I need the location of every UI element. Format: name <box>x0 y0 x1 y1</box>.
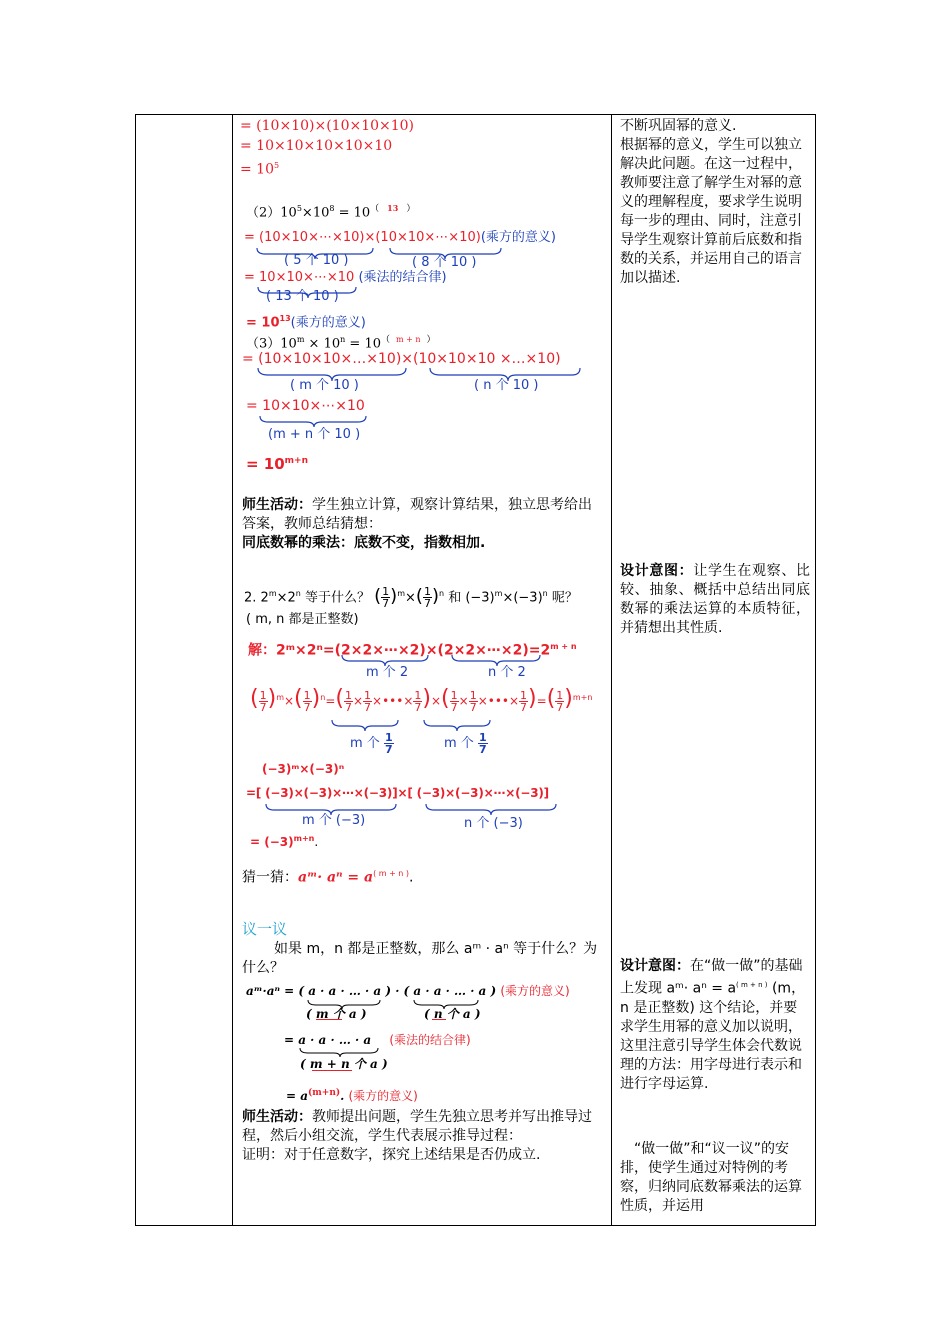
ex2-brace1-label: ( 5 个 10 ) <box>284 253 349 268</box>
design-intent-1: 设计意图：让学生在观察、比较、抽象、概括中总结出同底数幂的乘法运算的本质特征，并猜想出其性质. <box>620 563 811 636</box>
neg-head: (−3)ᵐ×(−3)ⁿ <box>262 762 345 776</box>
neg-result: = $(-3)^{m+n}$. <box>250 834 319 849</box>
ex2-step2: = 10×10×⋯×10 (乘法的结合律) <box>244 270 447 285</box>
ex2-step3: = $10^{13}$(乘方的意义) <box>246 314 366 331</box>
q2-question: 2. $2^m\times 2^n$ 等于什么？ ( $\frac{1}{7}$ )$^m$×( $\frac{1}{7}$ )$^n$ 和 $(-3)^m\times(-3)^n$ 呢？ <box>244 585 578 611</box>
ex3-step2: = 10×10×⋯×10 <box>246 398 365 414</box>
ex2-brace3-label: ( 13 个 10 ) <box>266 289 339 304</box>
ex3-brace2-label: ( n 个 10 ) <box>474 378 539 393</box>
derive-underline <box>312 1070 352 1071</box>
ex2-step1: = (10×10×⋯×10)×(10×10×⋯×10)(乘方的意义) <box>244 230 556 245</box>
ex2-question: $(2)10^5\times 10^8 = 10^($ $^{13}$ ） <box>246 203 416 221</box>
ex3-brace3-label: (m + n 个 10 ) <box>268 427 361 442</box>
derive-underline <box>316 1019 342 1020</box>
brace-icon <box>330 718 530 732</box>
ex3-step1: = (10×10×10×…×10)×(10×10×10 ×…×10) <box>242 351 561 367</box>
discuss-text: 如果 m，n 都是正整数，那么 aᵐ · aⁿ 等于什么？为什么？ <box>242 941 598 976</box>
sol-brace4-label: m 个 $\frac{1}{7}$ <box>444 731 487 756</box>
guess: 猜一猜：aᵐ· $a^n = a^{( m + n )}$. <box>242 869 414 886</box>
ex2-brace2-label: ( 8 个 10 ) <box>412 255 477 270</box>
activity-2: 师生活动：教师提出问题，学生先独立思考并写出推导过程，然后小组交流，学生代表展示推导过程： 证明：对于任意数字，探究上述结果是否仍成立. <box>242 1109 592 1163</box>
derive-brace1: ( m 个 a ) <box>306 1007 367 1021</box>
solution-line1: 解：$2ᵐ\times 2^n=(2\times 2\times\cdots\times 2)\times(2\times 2\times\cdots\times 2)=2^{m + n}$ <box>248 642 577 659</box>
ex3-brace1-label: ( m 个 10 ) <box>290 378 359 393</box>
derive-line3: = $a^{(m+n)}$. (乘方的意义) <box>286 1088 418 1103</box>
column-divider <box>611 115 612 1225</box>
derive-line1: aᵐ·aⁿ = ( a · a · … · a ) · ( a · a · … · a ) (乘方的意义) <box>246 984 570 998</box>
ex1-line1: = (10×10)×(10×10×10) <box>240 118 415 134</box>
q2-condition: ( m, n 都是正整数) <box>246 612 359 627</box>
ex3-question: $(3)10^m \times 10^n = 10^($ $^{m + n}$ ） <box>246 335 436 352</box>
fraction-derivation: ( $\frac{1}{7}$ )$^m$×( $\frac{1}{7}$ )$^n$=( $\frac{1}{7}$ × $\frac{1}{7}$ ×•••× $\frac{1}{7}$ )×( $\frac{1}{7}$ × $\frac{1}{7}$ ×•••× $\frac{1}{7}$ )=( $\frac{1}{7}$ )$^{m+n}$ <box>250 686 593 714</box>
design-note-3: “做一做”和“议一议”的安排，使学生通过对特例的考察，归纳同底数幂乘法的运算性质，并运用 <box>620 1141 802 1214</box>
neg-line: =[ (−3)×(−3)×⋯×(−3)]×[ (−3)×(−3)×⋯×(−3)] <box>246 786 549 800</box>
ex3-step3: = $10^{m+n}$ <box>246 455 308 473</box>
derive-line2: = a · a · … · a (乘法的结合律) <box>284 1033 471 1047</box>
discuss-title: 议一议 <box>242 920 288 938</box>
neg-brace2-label: n 个 (−3) <box>464 816 523 831</box>
sol-brace1-label: m 个 2 <box>366 665 409 680</box>
activity-1: 师生活动：学生独立计算，观察计算结果，独立思考给出答案，教师总结猜想： 同底数幂的乘法：底数不变，指数相加. <box>242 497 592 551</box>
neg-brace1-label: m 个 (−3) <box>302 813 366 828</box>
design-intent-2: 设计意图：在“做一做”的基础上发现 aᵐ· $a^n = a^{( m + n )}$ (m，n 是正整数) 这个结论，并要求学生用幂的意义加以说明，这里注意引导学生体会代数说理的方法：用字母进行表示和进行字母运算. <box>620 958 806 1092</box>
right-notes-1: 不断巩固幂的意义. 根据幂的意义，学生可以独立解决此问题。在这一过程中，教师要注意了解学生对幂的意义的理解程度，要求学生说明每一步的理由、同时，注意引导学生观察计算前后底数和指数的关系，并运用自己的语言加以描述. <box>620 118 802 286</box>
derive-underline <box>432 1019 446 1020</box>
ex1-line3: = $10^5$ <box>240 161 280 178</box>
derive-brace3: ( m + n 个 a ) <box>300 1057 388 1071</box>
sol-brace2-label: n 个 2 <box>488 665 526 680</box>
sol-brace3-label: m 个 $\frac{1}{7}$ <box>350 731 393 756</box>
derive-brace2: ( n 个 a ) <box>424 1007 481 1021</box>
column-divider <box>232 115 233 1225</box>
ex1-line2: = 10×10×10×10×10 <box>240 138 393 154</box>
